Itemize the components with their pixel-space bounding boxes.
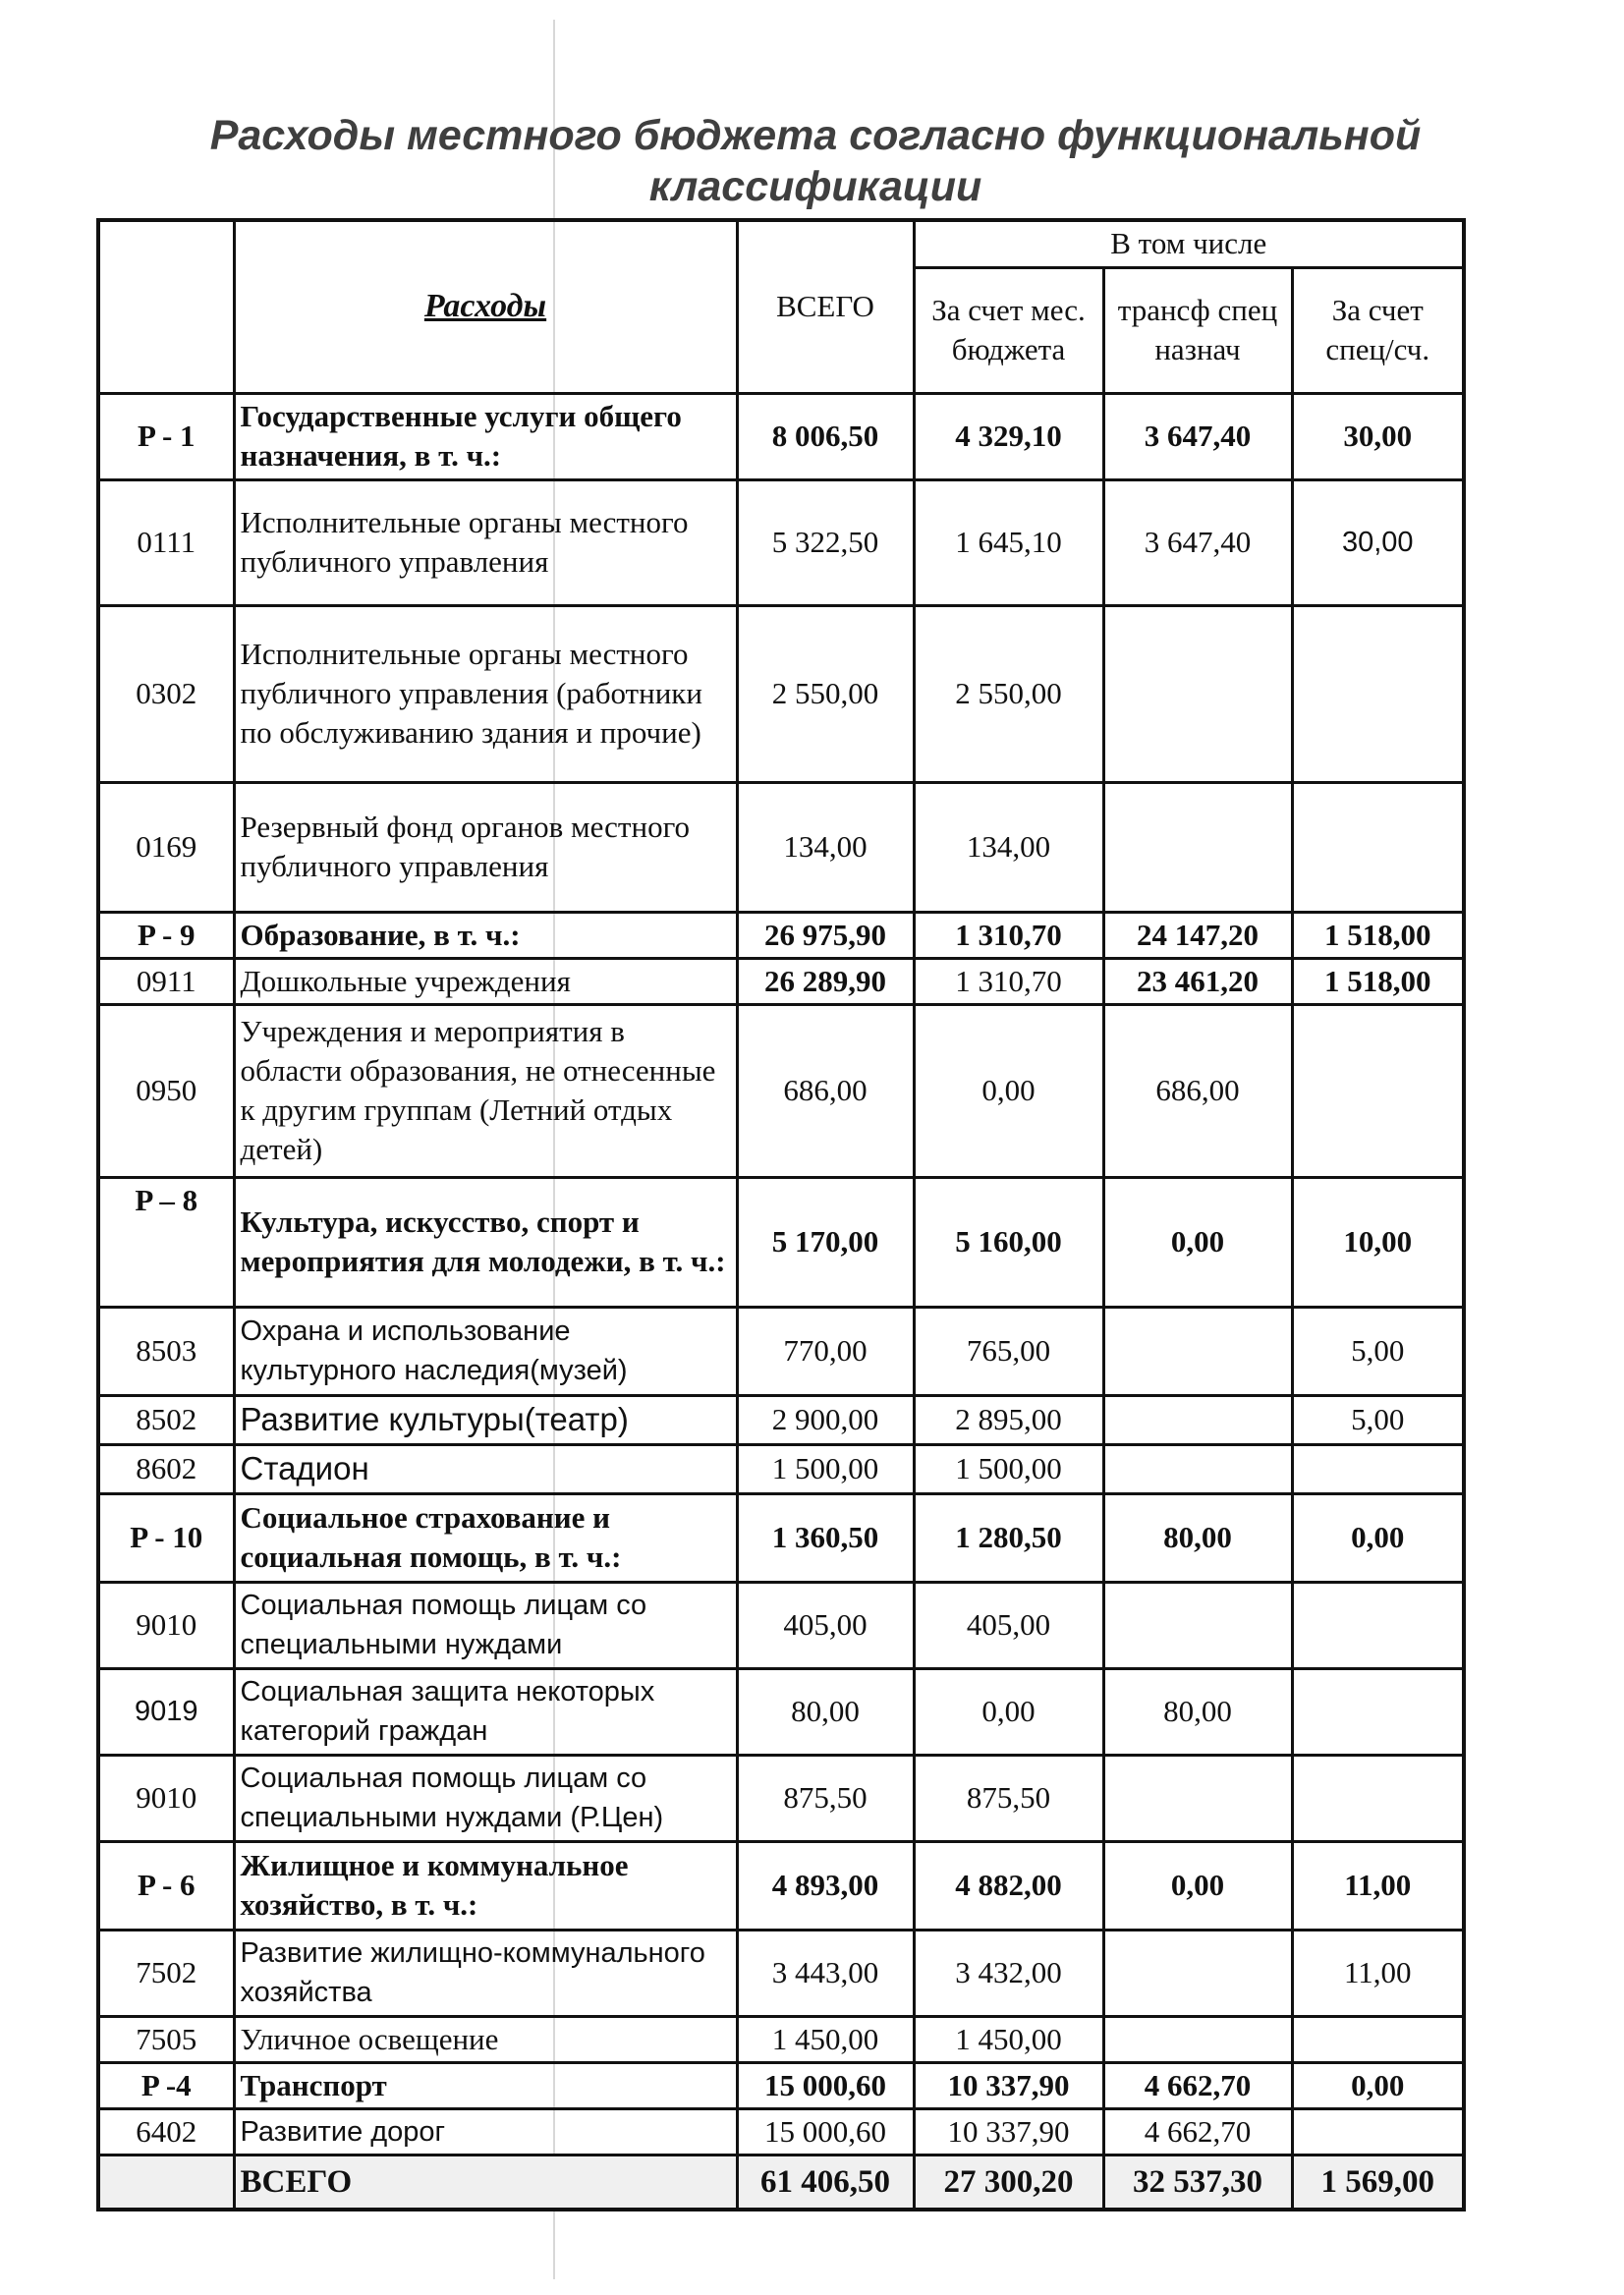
row-transfer: 80,00 (1103, 1668, 1292, 1755)
row-code: 7505 (98, 2016, 234, 2062)
row-special (1292, 1004, 1464, 1177)
row-total: 770,00 (737, 1307, 914, 1395)
row-total: 875,50 (737, 1755, 914, 1841)
row-transfer (1103, 605, 1292, 782)
row-code: 8503 (98, 1307, 234, 1395)
row-special (1292, 2016, 1464, 2062)
row-total: 5 170,00 (737, 1177, 914, 1307)
row-total: 1 450,00 (737, 2016, 914, 2062)
grand-total-total: 61 406,50 (737, 2155, 914, 2210)
row-local: 134,00 (914, 782, 1103, 912)
header-total: ВСЕГО (737, 220, 914, 393)
header-code (98, 220, 234, 393)
row-special: 1 518,00 (1292, 958, 1464, 1004)
row-transfer: 23 461,20 (1103, 958, 1292, 1004)
row-local: 0,00 (914, 1668, 1103, 1755)
row-local: 765,00 (914, 1307, 1103, 1395)
table-row (98, 958, 1464, 1004)
grand-total-code (98, 2155, 234, 2210)
row-total: 2 550,00 (737, 605, 914, 782)
row-local: 10 337,90 (914, 2062, 1103, 2108)
row-name: Развитие дорог (234, 2108, 737, 2155)
row-name: Учреждения и мероприятия в области образования, не отнесенные к другим группам (Летний отдых детей) (234, 1004, 737, 1177)
row-local: 10 337,90 (914, 2108, 1103, 2155)
table-row (98, 782, 1464, 912)
row-name: Охрана и использование культурного наследия(музей) (234, 1307, 737, 1395)
row-total: 1 360,50 (737, 1493, 914, 1582)
row-special: 1 518,00 (1292, 912, 1464, 958)
table-row (98, 1444, 1464, 1493)
row-special: 5,00 (1292, 1395, 1464, 1444)
row-name: Развитие культуры(театр) (234, 1395, 737, 1444)
row-special: 11,00 (1292, 1841, 1464, 1930)
row-code: P - 6 (98, 1841, 234, 1930)
row-local: 5 160,00 (914, 1177, 1103, 1307)
row-name: Культура, искусство, спорт и мероприятия для молодежи, в т. ч.: (234, 1177, 737, 1307)
row-special: 11,00 (1292, 1930, 1464, 2016)
header-transfers: трансф спец назнач (1103, 267, 1292, 393)
table-row (98, 2062, 1464, 2108)
table-row (98, 912, 1464, 958)
row-code: P – 8 (98, 1177, 234, 1307)
table-row (98, 1004, 1464, 1177)
table-row (98, 1582, 1464, 1668)
row-name: Жилищное и коммунальное хозяйство, в т. ч.: (234, 1841, 737, 1930)
row-special (1292, 605, 1464, 782)
row-total: 26 289,90 (737, 958, 914, 1004)
header-local-budget: За счет мес. бюджета (914, 267, 1103, 393)
grand-total-row (98, 2155, 1464, 2210)
header-expenses: Расходы (234, 220, 737, 393)
title-line-1: Расходы местного бюджета согласно функциональной (209, 112, 1422, 159)
row-total: 2 900,00 (737, 1395, 914, 1444)
row-code: 8602 (98, 1444, 234, 1493)
row-total: 15 000,60 (737, 2062, 914, 2108)
row-local: 1 645,10 (914, 479, 1103, 605)
row-total: 26 975,90 (737, 912, 914, 958)
row-name: Транспорт (234, 2062, 737, 2108)
table-row (98, 1668, 1464, 1755)
row-local: 0,00 (914, 1004, 1103, 1177)
row-transfer (1103, 1395, 1292, 1444)
row-name: Социальная защита некоторых категорий граждан (234, 1668, 737, 1755)
row-local: 1 310,70 (914, 912, 1103, 958)
row-code: 0111 (98, 479, 234, 605)
row-code: 0950 (98, 1004, 234, 1177)
row-transfer: 0,00 (1103, 1177, 1292, 1307)
row-code: 0169 (98, 782, 234, 912)
row-code: 7502 (98, 1930, 234, 2016)
document-title (98, 110, 1533, 212)
row-special: 30,00 (1292, 393, 1464, 479)
row-special: 30,00 (1292, 479, 1464, 605)
table-row (98, 1930, 1464, 2016)
table-row (98, 479, 1464, 605)
row-special (1292, 1444, 1464, 1493)
title-line-2: классификации (648, 163, 982, 210)
row-special (1292, 782, 1464, 912)
row-code: 0302 (98, 605, 234, 782)
row-transfer (1103, 1307, 1292, 1395)
row-code: 9010 (98, 1582, 234, 1668)
row-special (1292, 1668, 1464, 1755)
row-code: 0911 (98, 958, 234, 1004)
row-local: 1 280,50 (914, 1493, 1103, 1582)
row-total: 15 000,60 (737, 2108, 914, 2155)
table-row (98, 1395, 1464, 1444)
grand-total-local: 27 300,20 (914, 2155, 1103, 2210)
row-local: 2 895,00 (914, 1395, 1103, 1444)
table-row (98, 1755, 1464, 1841)
header-special: За счет спец/сч. (1292, 267, 1464, 393)
row-special (1292, 1755, 1464, 1841)
row-name: Развитие жилищно-коммунального хозяйства (234, 1930, 737, 2016)
table-row (98, 1177, 1464, 1307)
row-local: 4 329,10 (914, 393, 1103, 479)
row-code: 8502 (98, 1395, 234, 1444)
row-name: Дошкольные учреждения (234, 958, 737, 1004)
row-name: Исполнительные органы местного публичного управления (234, 479, 737, 605)
row-code: 9019 (98, 1668, 234, 1755)
row-total: 3 443,00 (737, 1930, 914, 2016)
row-transfer: 4 662,70 (1103, 2062, 1292, 2108)
row-code: P - 10 (98, 1493, 234, 1582)
row-special (1292, 1582, 1464, 1668)
grand-total-transfer: 32 537,30 (1103, 2155, 1292, 2210)
row-local: 1 500,00 (914, 1444, 1103, 1493)
row-transfer: 4 662,70 (1103, 2108, 1292, 2155)
row-code: P - 1 (98, 393, 234, 479)
row-name: Социальная помощь лицам со специальными нуждами (234, 1582, 737, 1668)
row-total: 8 006,50 (737, 393, 914, 479)
row-transfer (1103, 1755, 1292, 1841)
table-row (98, 605, 1464, 782)
row-name: Образование, в т. ч.: (234, 912, 737, 958)
row-transfer (1103, 2016, 1292, 2062)
table-row (98, 1841, 1464, 1930)
row-name: Стадион (234, 1444, 737, 1493)
row-total: 5 322,50 (737, 479, 914, 605)
table-row (98, 2108, 1464, 2155)
table-row (98, 1493, 1464, 1582)
row-local: 1 450,00 (914, 2016, 1103, 2062)
row-transfer: 24 147,20 (1103, 912, 1292, 958)
row-transfer (1103, 1582, 1292, 1668)
row-name: Уличное освещение (234, 2016, 737, 2062)
row-local: 4 882,00 (914, 1841, 1103, 1930)
row-local: 405,00 (914, 1582, 1103, 1668)
row-name: Государственные услуги общего назначения, в т. ч.: (234, 393, 737, 479)
row-local: 2 550,00 (914, 605, 1103, 782)
row-local: 3 432,00 (914, 1930, 1103, 2016)
row-total: 405,00 (737, 1582, 914, 1668)
row-total: 134,00 (737, 782, 914, 912)
row-transfer: 3 647,40 (1103, 393, 1292, 479)
grand-total-special: 1 569,00 (1292, 2155, 1464, 2210)
row-transfer: 80,00 (1103, 1493, 1292, 1582)
row-transfer: 3 647,40 (1103, 479, 1292, 605)
row-code: 9010 (98, 1755, 234, 1841)
row-transfer (1103, 782, 1292, 912)
row-transfer: 686,00 (1103, 1004, 1292, 1177)
row-total: 80,00 (737, 1668, 914, 1755)
row-total: 4 893,00 (737, 1841, 914, 1930)
row-total: 1 500,00 (737, 1444, 914, 1493)
grand-total-label: ВСЕГО (234, 2155, 737, 2210)
row-transfer (1103, 1444, 1292, 1493)
row-name: Социальная помощь лицам со специальными нуждами (Р.Цен) (234, 1755, 737, 1841)
row-transfer: 0,00 (1103, 1841, 1292, 1930)
table-row (98, 393, 1464, 479)
row-code: P - 9 (98, 912, 234, 958)
row-name: Социальное страхование и социальная помощь, в т. ч.: (234, 1493, 737, 1582)
row-code: 6402 (98, 2108, 234, 2155)
table-row (98, 2016, 1464, 2062)
row-local: 1 310,70 (914, 958, 1103, 1004)
header-including: В том числе (914, 220, 1464, 267)
row-special: 0,00 (1292, 1493, 1464, 1582)
row-special (1292, 2108, 1464, 2155)
table-row (98, 1307, 1464, 1395)
row-special: 5,00 (1292, 1307, 1464, 1395)
row-total: 686,00 (737, 1004, 914, 1177)
budget-table (96, 218, 1466, 2211)
row-special: 10,00 (1292, 1177, 1464, 1307)
row-special: 0,00 (1292, 2062, 1464, 2108)
row-name: Исполнительные органы местного публичного управления (работники по обслуживанию здания и прочие) (234, 605, 737, 782)
row-transfer (1103, 1930, 1292, 2016)
row-name: Резервный фонд органов местного публичного управления (234, 782, 737, 912)
row-code: P -4 (98, 2062, 234, 2108)
row-local: 875,50 (914, 1755, 1103, 1841)
